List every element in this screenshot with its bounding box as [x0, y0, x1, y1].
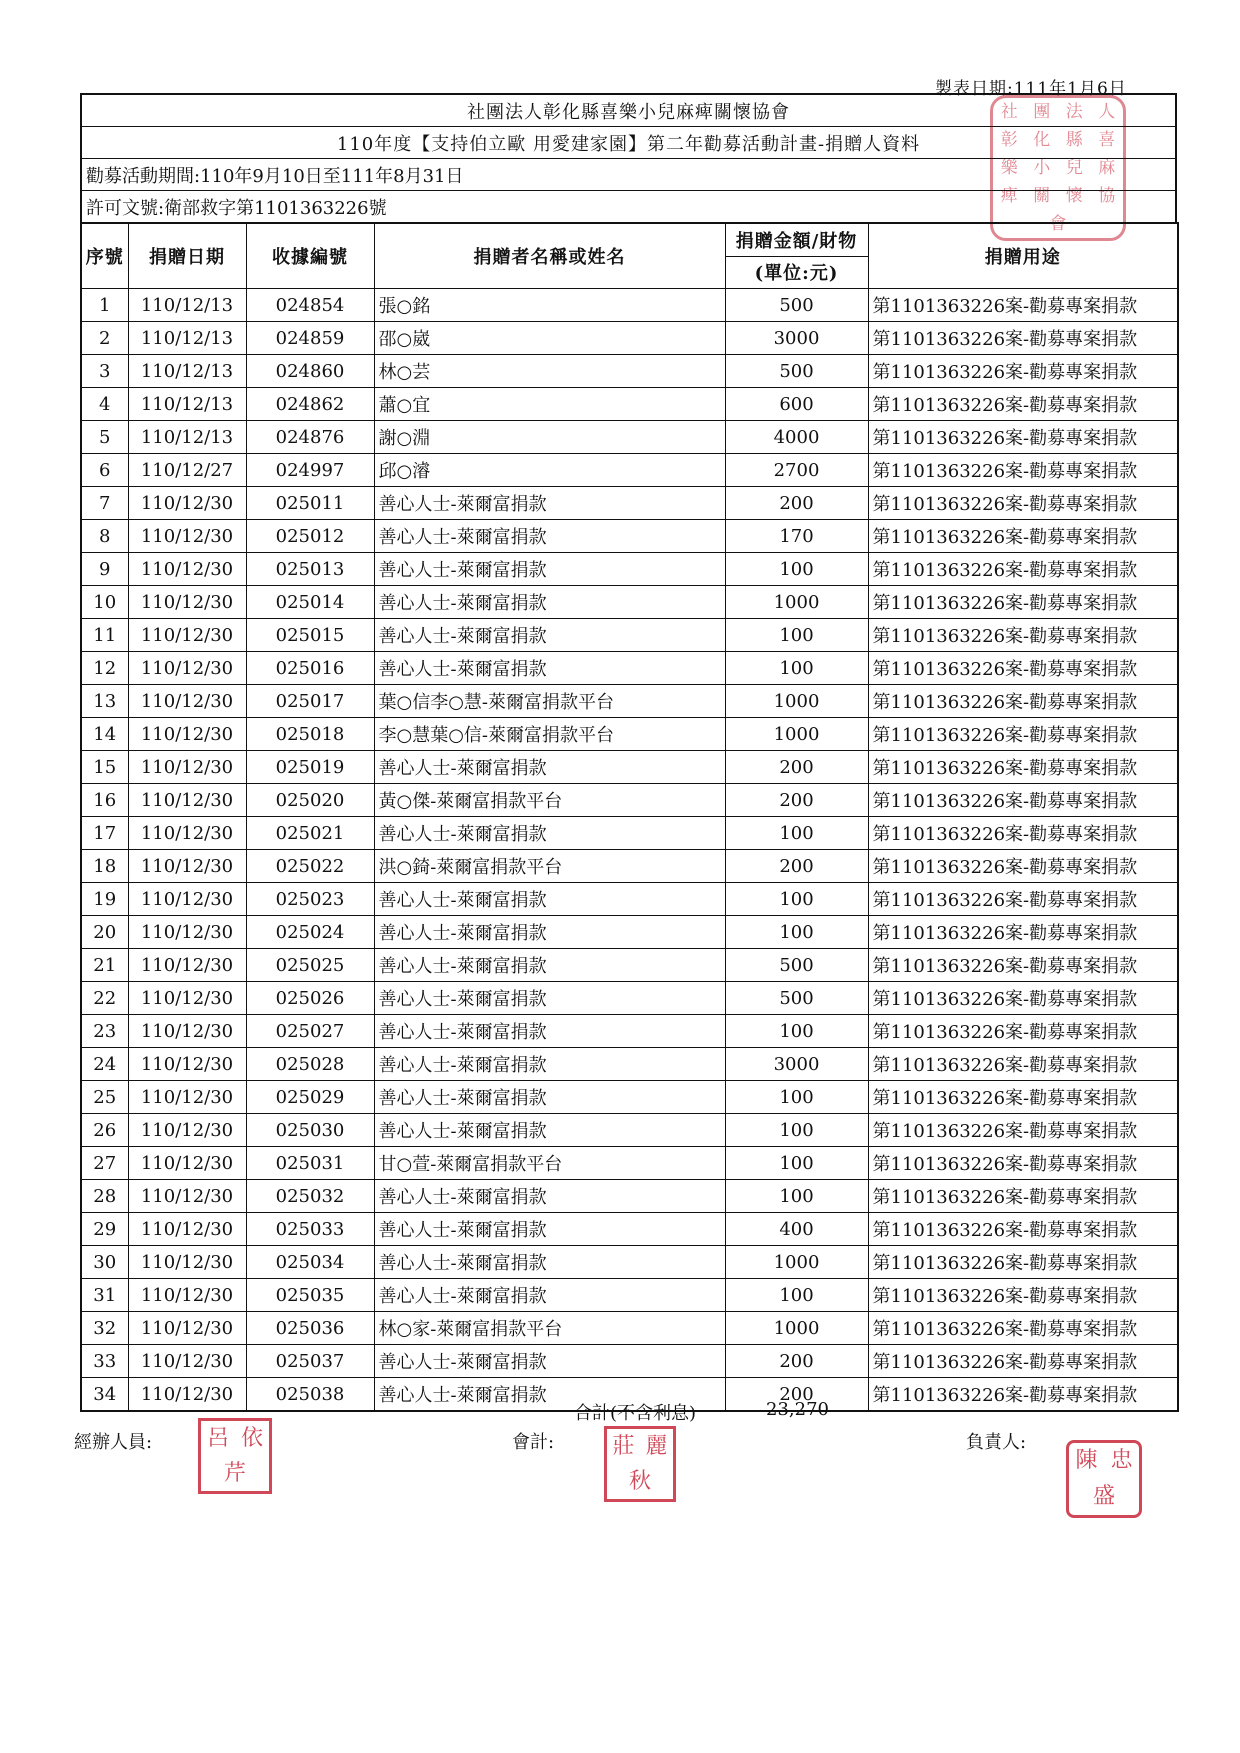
cell-no: 8 [81, 520, 128, 553]
cell-no: 3 [81, 355, 128, 388]
table-row [81, 784, 1178, 817]
org-seal-stamp: 社 團 法 人 彰 化 縣 喜 樂 小 兒 麻 痺 關 懷 協 會 [990, 95, 1126, 241]
cell-no: 29 [81, 1213, 128, 1246]
cell-purpose: 第1101363226案-勸募專案捐款 [868, 388, 1178, 421]
cell-receipt: 025011 [246, 487, 374, 520]
cell-amount: 1000 [725, 586, 868, 619]
cell-date: 110/12/30 [128, 1180, 246, 1213]
table-row [81, 817, 1178, 850]
cell-date: 110/12/30 [128, 751, 246, 784]
handler-seal-stamp: 呂 依 芹 [198, 1418, 272, 1494]
cell-date: 110/12/30 [128, 916, 246, 949]
cell-no: 4 [81, 388, 128, 421]
table-row [81, 1345, 1178, 1378]
col-header-date: 捐贈日期 [128, 223, 246, 289]
cell-purpose: 第1101363226案-勸募專案捐款 [868, 751, 1178, 784]
cell-amount: 1000 [725, 718, 868, 751]
cell-amount: 3000 [725, 1048, 868, 1081]
cell-receipt: 025037 [246, 1345, 374, 1378]
cell-amount: 500 [725, 949, 868, 982]
table-row [81, 685, 1178, 718]
cell-amount: 4000 [725, 421, 868, 454]
accountant-label: 會計: [512, 1432, 555, 1453]
cell-receipt: 025015 [246, 619, 374, 652]
cell-no: 9 [81, 553, 128, 586]
cell-name: 善心人士-萊爾富捐款 [374, 1279, 725, 1312]
table-row [81, 1147, 1178, 1180]
cell-no: 23 [81, 1015, 128, 1048]
table-row [81, 751, 1178, 784]
date-made: 製表日期:111年1月6日 [935, 79, 1127, 99]
table-row [81, 1213, 1178, 1246]
table-row [81, 949, 1178, 982]
cell-date: 110/12/30 [128, 553, 246, 586]
cell-date: 110/12/30 [128, 1246, 246, 1279]
col-header-amount-label: 捐贈金額/財物 [726, 224, 868, 257]
col-header-no: 序號 [81, 223, 128, 289]
cell-receipt: 025026 [246, 982, 374, 1015]
cell-name: 善心人士-萊爾富捐款 [374, 1213, 725, 1246]
cell-name: 善心人士-萊爾富捐款 [374, 1378, 725, 1412]
cell-name: 善心人士-萊爾富捐款 [374, 1345, 725, 1378]
cell-purpose: 第1101363226案-勸募專案捐款 [868, 1213, 1178, 1246]
cell-amount: 100 [725, 1147, 868, 1180]
cell-name: 邱○濬 [374, 454, 725, 487]
col-header-amount [725, 223, 868, 289]
cell-name: 善心人士-萊爾富捐款 [374, 1015, 725, 1048]
cell-receipt: 024862 [246, 388, 374, 421]
cell-no: 28 [81, 1180, 128, 1213]
cell-date: 110/12/30 [128, 1015, 246, 1048]
cell-receipt: 025029 [246, 1081, 374, 1114]
cell-date: 110/12/30 [128, 718, 246, 751]
cell-date: 110/12/30 [128, 586, 246, 619]
cell-amount: 100 [725, 619, 868, 652]
cell-name: 謝○淵 [374, 421, 725, 454]
table-row [81, 1015, 1178, 1048]
table-row [81, 850, 1178, 883]
cell-date: 110/12/30 [128, 1312, 246, 1345]
col-header-purpose: 捐贈用途 [868, 223, 1178, 289]
total-label: 合計(不含利息) [574, 1403, 697, 1424]
cell-receipt: 025023 [246, 883, 374, 916]
table-row [81, 652, 1178, 685]
cell-name: 善心人士-萊爾富捐款 [374, 817, 725, 850]
cell-receipt: 025033 [246, 1213, 374, 1246]
cell-amount: 400 [725, 1213, 868, 1246]
cell-no: 26 [81, 1114, 128, 1147]
cell-amount: 600 [725, 388, 868, 421]
cell-date: 110/12/30 [128, 1378, 246, 1412]
table-row [81, 916, 1178, 949]
cell-date: 110/12/13 [128, 355, 246, 388]
table-row [81, 355, 1178, 388]
cell-receipt: 024854 [246, 289, 374, 322]
cell-purpose: 第1101363226案-勸募專案捐款 [868, 586, 1178, 619]
cell-date: 110/12/13 [128, 388, 246, 421]
cell-date: 110/12/30 [128, 1279, 246, 1312]
cell-name: 善心人士-萊爾富捐款 [374, 520, 725, 553]
cell-amount: 100 [725, 1015, 868, 1048]
cell-purpose: 第1101363226案-勸募專案捐款 [868, 1378, 1178, 1412]
table-row [81, 553, 1178, 586]
cell-receipt: 025021 [246, 817, 374, 850]
cell-receipt: 025012 [246, 520, 374, 553]
cell-receipt: 025019 [246, 751, 374, 784]
cell-date: 110/12/13 [128, 322, 246, 355]
cell-receipt: 025034 [246, 1246, 374, 1279]
cell-date: 110/12/30 [128, 487, 246, 520]
col-header-name: 捐贈者名稱或姓名 [374, 223, 725, 289]
responsible-label: 負責人: [966, 1432, 1027, 1453]
cell-name: 邵○崴 [374, 322, 725, 355]
cell-receipt: 025032 [246, 1180, 374, 1213]
responsible-seal-stamp: 陳 忠 盛 [1066, 1440, 1142, 1518]
cell-receipt: 024859 [246, 322, 374, 355]
cell-receipt: 025031 [246, 1147, 374, 1180]
cell-receipt: 025017 [246, 685, 374, 718]
cell-name: 善心人士-萊爾富捐款 [374, 1081, 725, 1114]
cell-purpose: 第1101363226案-勸募專案捐款 [868, 685, 1178, 718]
table-row [81, 586, 1178, 619]
cell-date: 110/12/30 [128, 817, 246, 850]
cell-purpose: 第1101363226案-勸募專案捐款 [868, 1180, 1178, 1213]
total-value: 23,270 [766, 1399, 829, 1420]
cell-purpose: 第1101363226案-勸募專案捐款 [868, 1246, 1178, 1279]
permit-number: 許可文號:衛部救字第1101363226號 [86, 197, 387, 219]
cell-name: 葉○信李○慧-萊爾富捐款平台 [374, 685, 725, 718]
cell-date: 110/12/30 [128, 1147, 246, 1180]
cell-date: 110/12/30 [128, 1213, 246, 1246]
table-row [81, 619, 1178, 652]
cell-name: 善心人士-萊爾富捐款 [374, 916, 725, 949]
table-row [81, 982, 1178, 1015]
cell-amount: 200 [725, 1345, 868, 1378]
cell-date: 110/12/13 [128, 289, 246, 322]
cell-date: 110/12/30 [128, 685, 246, 718]
cell-name: 林○家-萊爾富捐款平台 [374, 1312, 725, 1345]
cell-purpose: 第1101363226案-勸募專案捐款 [868, 1015, 1178, 1048]
cell-date: 110/12/30 [128, 619, 246, 652]
cell-amount: 100 [725, 1180, 868, 1213]
cell-amount: 200 [725, 751, 868, 784]
cell-purpose: 第1101363226案-勸募專案捐款 [868, 289, 1178, 322]
col-header-receipt: 收據編號 [246, 223, 374, 289]
cell-receipt: 024876 [246, 421, 374, 454]
cell-date: 110/12/30 [128, 1114, 246, 1147]
cell-no: 21 [81, 949, 128, 982]
cell-receipt: 025020 [246, 784, 374, 817]
cell-no: 33 [81, 1345, 128, 1378]
cell-purpose: 第1101363226案-勸募專案捐款 [868, 718, 1178, 751]
table-row [81, 1246, 1178, 1279]
cell-receipt: 025016 [246, 652, 374, 685]
cell-no: 20 [81, 916, 128, 949]
cell-date: 110/12/30 [128, 520, 246, 553]
cell-date: 110/12/30 [128, 1345, 246, 1378]
cell-receipt: 025030 [246, 1114, 374, 1147]
cell-no: 32 [81, 1312, 128, 1345]
table-row [81, 454, 1178, 487]
cell-purpose: 第1101363226案-勸募專案捐款 [868, 1312, 1178, 1345]
sheet-header [80, 93, 1177, 222]
cell-name: 善心人士-萊爾富捐款 [374, 619, 725, 652]
cell-no: 16 [81, 784, 128, 817]
cell-name: 善心人士-萊爾富捐款 [374, 553, 725, 586]
cell-purpose: 第1101363226案-勸募專案捐款 [868, 850, 1178, 883]
cell-name: 善心人士-萊爾富捐款 [374, 1180, 725, 1213]
cell-name: 善心人士-萊爾富捐款 [374, 1246, 725, 1279]
cell-purpose: 第1101363226案-勸募專案捐款 [868, 553, 1178, 586]
cell-name: 善心人士-萊爾富捐款 [374, 883, 725, 916]
table-row [81, 1114, 1178, 1147]
sheet-title: 110年度【支持伯立歐 用愛建家園】第二年勸募活動計畫-捐贈人資料 [82, 127, 1175, 159]
table-row [81, 388, 1178, 421]
cell-amount: 100 [725, 1081, 868, 1114]
cell-name: 李○慧葉○信-萊爾富捐款平台 [374, 718, 725, 751]
cell-receipt: 025013 [246, 553, 374, 586]
cell-receipt: 024860 [246, 355, 374, 388]
cell-no: 15 [81, 751, 128, 784]
cell-receipt: 025014 [246, 586, 374, 619]
cell-purpose: 第1101363226案-勸募專案捐款 [868, 949, 1178, 982]
cell-date: 110/12/30 [128, 1081, 246, 1114]
table-row [81, 487, 1178, 520]
cell-purpose: 第1101363226案-勸募專案捐款 [868, 784, 1178, 817]
handler-label: 經辦人員: [74, 1432, 153, 1453]
cell-no: 10 [81, 586, 128, 619]
cell-purpose: 第1101363226案-勸募專案捐款 [868, 322, 1178, 355]
cell-name: 蕭○宜 [374, 388, 725, 421]
cell-amount: 3000 [725, 322, 868, 355]
cell-no: 30 [81, 1246, 128, 1279]
table-row [81, 322, 1178, 355]
accountant-seal-stamp: 莊 麗 秋 [604, 1426, 676, 1502]
table-row [81, 718, 1178, 751]
cell-no: 27 [81, 1147, 128, 1180]
cell-no: 34 [81, 1378, 128, 1412]
cell-no: 14 [81, 718, 128, 751]
cell-name: 善心人士-萊爾富捐款 [374, 949, 725, 982]
table-row [81, 1048, 1178, 1081]
cell-amount: 100 [725, 1279, 868, 1312]
cell-date: 110/12/30 [128, 949, 246, 982]
cell-name: 黃○傑-萊爾富捐款平台 [374, 784, 725, 817]
cell-no: 24 [81, 1048, 128, 1081]
cell-no: 7 [81, 487, 128, 520]
cell-amount: 100 [725, 817, 868, 850]
cell-no: 22 [81, 982, 128, 1015]
cell-name: 善心人士-萊爾富捐款 [374, 982, 725, 1015]
cell-receipt: 025035 [246, 1279, 374, 1312]
cell-date: 110/12/30 [128, 1048, 246, 1081]
cell-receipt: 024997 [246, 454, 374, 487]
cell-no: 1 [81, 289, 128, 322]
cell-date: 110/12/30 [128, 883, 246, 916]
cell-amount: 200 [725, 1378, 868, 1412]
cell-no: 12 [81, 652, 128, 685]
cell-purpose: 第1101363226案-勸募專案捐款 [868, 1114, 1178, 1147]
cell-amount: 100 [725, 1114, 868, 1147]
cell-receipt: 025024 [246, 916, 374, 949]
cell-receipt: 025036 [246, 1312, 374, 1345]
cell-receipt: 025027 [246, 1015, 374, 1048]
cell-receipt: 025022 [246, 850, 374, 883]
donation-sheet [80, 93, 1177, 1412]
cell-amount: 200 [725, 850, 868, 883]
cell-name: 甘○萱-萊爾富捐款平台 [374, 1147, 725, 1180]
cell-purpose: 第1101363226案-勸募專案捐款 [868, 421, 1178, 454]
cell-amount: 500 [725, 355, 868, 388]
cell-purpose: 第1101363226案-勸募專案捐款 [868, 619, 1178, 652]
cell-name: 林○芸 [374, 355, 725, 388]
cell-no: 6 [81, 454, 128, 487]
cell-purpose: 第1101363226案-勸募專案捐款 [868, 487, 1178, 520]
col-header-amount-unit: (單位:元) [754, 263, 839, 285]
cell-no: 2 [81, 322, 128, 355]
cell-purpose: 第1101363226案-勸募專案捐款 [868, 1048, 1178, 1081]
cell-amount: 100 [725, 652, 868, 685]
org-name: 社團法人彰化縣喜樂小兒麻痺關懷協會 [82, 95, 1175, 127]
cell-purpose: 第1101363226案-勸募專案捐款 [868, 454, 1178, 487]
cell-amount: 2700 [725, 454, 868, 487]
cell-amount: 100 [725, 883, 868, 916]
cell-name: 洪○錡-萊爾富捐款平台 [374, 850, 725, 883]
cell-purpose: 第1101363226案-勸募專案捐款 [868, 652, 1178, 685]
cell-no: 19 [81, 883, 128, 916]
cell-name: 張○銘 [374, 289, 725, 322]
cell-date: 110/12/13 [128, 421, 246, 454]
cell-amount: 1000 [725, 1246, 868, 1279]
table-header-row [81, 223, 1178, 289]
donor-table [80, 222, 1179, 1412]
cell-no: 25 [81, 1081, 128, 1114]
cell-no: 17 [81, 817, 128, 850]
table-row [81, 1279, 1178, 1312]
cell-amount: 500 [725, 289, 868, 322]
cell-name: 善心人士-萊爾富捐款 [374, 586, 725, 619]
cell-purpose: 第1101363226案-勸募專案捐款 [868, 817, 1178, 850]
cell-receipt: 025028 [246, 1048, 374, 1081]
cell-receipt: 025038 [246, 1378, 374, 1412]
table-row [81, 421, 1178, 454]
campaign-period: 勸募活動期間:110年9月10日至111年8月31日 [82, 159, 1175, 191]
cell-name: 善心人士-萊爾富捐款 [374, 751, 725, 784]
cell-no: 18 [81, 850, 128, 883]
cell-amount: 170 [725, 520, 868, 553]
cell-purpose: 第1101363226案-勸募專案捐款 [868, 916, 1178, 949]
cell-date: 110/12/30 [128, 784, 246, 817]
cell-amount: 100 [725, 916, 868, 949]
cell-amount: 100 [725, 553, 868, 586]
cell-date: 110/12/30 [128, 652, 246, 685]
cell-date: 110/12/30 [128, 982, 246, 1015]
cell-date: 110/12/30 [128, 850, 246, 883]
cell-no: 11 [81, 619, 128, 652]
table-row [81, 289, 1178, 322]
cell-amount: 200 [725, 487, 868, 520]
cell-purpose: 第1101363226案-勸募專案捐款 [868, 355, 1178, 388]
table-row [81, 1180, 1178, 1213]
cell-purpose: 第1101363226案-勸募專案捐款 [868, 883, 1178, 916]
cell-purpose: 第1101363226案-勸募專案捐款 [868, 1147, 1178, 1180]
cell-no: 31 [81, 1279, 128, 1312]
cell-amount: 1000 [725, 1312, 868, 1345]
cell-no: 5 [81, 421, 128, 454]
table-row [81, 1081, 1178, 1114]
table-row [81, 520, 1178, 553]
cell-purpose: 第1101363226案-勸募專案捐款 [868, 1081, 1178, 1114]
cell-purpose: 第1101363226案-勸募專案捐款 [868, 520, 1178, 553]
cell-amount: 1000 [725, 685, 868, 718]
cell-name: 善心人士-萊爾富捐款 [374, 1114, 725, 1147]
cell-no: 13 [81, 685, 128, 718]
cell-name: 善心人士-萊爾富捐款 [374, 652, 725, 685]
cell-receipt: 025025 [246, 949, 374, 982]
cell-date: 110/12/27 [128, 454, 246, 487]
table-row [81, 883, 1178, 916]
cell-amount: 200 [725, 784, 868, 817]
table-row [81, 1312, 1178, 1345]
cell-name: 善心人士-萊爾富捐款 [374, 487, 725, 520]
cell-purpose: 第1101363226案-勸募專案捐款 [868, 1345, 1178, 1378]
cell-purpose: 第1101363226案-勸募專案捐款 [868, 1279, 1178, 1312]
cell-receipt: 025018 [246, 718, 374, 751]
cell-purpose: 第1101363226案-勸募專案捐款 [868, 982, 1178, 1015]
cell-name: 善心人士-萊爾富捐款 [374, 1048, 725, 1081]
cell-amount: 500 [725, 982, 868, 1015]
